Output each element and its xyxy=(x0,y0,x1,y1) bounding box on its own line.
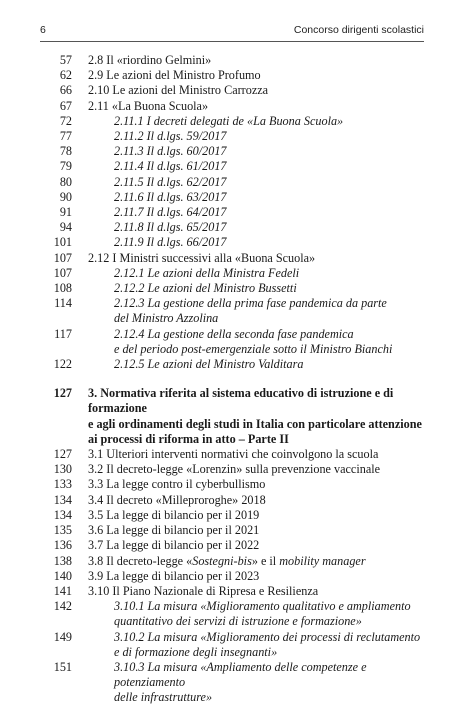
toc-item xyxy=(0,159,464,174)
toc-page-number: 107 xyxy=(53,250,72,265)
toc-page-number: 79 xyxy=(59,159,72,174)
toc-entry-text: 3.9 La legge di bilancio per il 2023 xyxy=(88,568,260,583)
toc-item xyxy=(0,144,464,159)
toc-page-number: 134 xyxy=(53,507,72,522)
toc-item xyxy=(0,175,464,190)
toc-chapter-heading xyxy=(0,432,464,447)
toc-item xyxy=(0,342,464,357)
toc-page-number: 94 xyxy=(59,220,72,235)
toc-item xyxy=(0,569,464,584)
toc-entry-text: e del periodo post-emergenziale sotto il Ministro Bianchi xyxy=(114,341,393,356)
toc-item xyxy=(0,68,464,83)
toc-entry-text: 2.9 Le azioni del Ministro Profumo xyxy=(88,68,261,83)
toc-item xyxy=(0,690,464,705)
toc-page-number: 135 xyxy=(53,523,72,538)
toc-item xyxy=(0,538,464,553)
toc-page-number: 101 xyxy=(53,235,72,250)
toc-entry-text: 3.4 Il decreto «Milleproroghe» 2018 xyxy=(88,492,266,507)
toc-page-number: 108 xyxy=(53,281,72,296)
toc-entry-text: 2.11.3 Il d.lgs. 60/2017 xyxy=(114,144,227,159)
toc-page-number: 67 xyxy=(59,98,72,113)
toc-page-number: 57 xyxy=(59,53,72,67)
toc-entry-text: 2.11.4 Il d.lgs. 61/2017 xyxy=(114,159,227,174)
toc-item xyxy=(0,296,464,311)
toc-entry-text: 3.6 La legge di bilancio per il 2021 xyxy=(88,523,260,538)
toc-item xyxy=(0,83,464,98)
toc-item xyxy=(0,614,464,629)
toc-page-number: 80 xyxy=(59,174,72,189)
toc-entry-text: e agli ordinamenti degli studi in Italia con particolare attenzione xyxy=(88,416,422,431)
toc-page-number: 127 xyxy=(53,386,72,401)
toc-page-number: 140 xyxy=(53,568,72,583)
toc-entry-text: 2.11.5 Il d.lgs. 62/2017 xyxy=(114,174,227,189)
toc-entry-text: 3.5 La legge di bilancio per il 2019 xyxy=(88,507,260,522)
toc-page-number: 122 xyxy=(53,357,72,372)
header-rule xyxy=(40,41,424,42)
toc-item xyxy=(0,205,464,220)
toc-entry-text: delle infrastrutture» xyxy=(114,690,213,705)
toc-item xyxy=(0,281,464,296)
toc-page-number: 114 xyxy=(54,296,72,311)
page-header xyxy=(40,24,424,40)
toc-entry-text: 3.2 Il decreto-legge «Lorenzin» sulla prevenzione vaccinale xyxy=(88,462,381,477)
toc-page-number: 91 xyxy=(59,205,72,220)
toc-item xyxy=(0,660,464,690)
toc-entry-text: 2.11.2 Il d.lgs. 59/2017 xyxy=(114,129,227,144)
toc-item xyxy=(0,190,464,205)
toc-entry-text: 3.10.1 La misura «Miglioramento qualitativo e ampliamento xyxy=(114,599,411,614)
toc-item xyxy=(0,220,464,235)
toc-entry-text: 2.12.1 Le azioni della Ministra Fedeli xyxy=(114,265,300,280)
toc-page-number: 107 xyxy=(53,265,72,280)
toc-entry-text: 2.12 I Ministri successivi alla «Buona Scuola» xyxy=(88,250,316,265)
toc-entry-text: ai processi di riforma in atto – Parte II xyxy=(88,431,289,446)
toc-page-number: 134 xyxy=(53,492,72,507)
toc-entry-text: 2.12.5 Le azioni del Ministro Valditara xyxy=(114,357,304,372)
toc-entry-text: quantitativo dei servizi di istruzione e formazione» xyxy=(114,614,362,629)
toc-page-number: 127 xyxy=(53,447,72,462)
toc-page-number: 72 xyxy=(59,113,72,128)
toc-page-number: 142 xyxy=(53,599,72,614)
toc-item xyxy=(0,327,464,342)
toc-entry-text: 3.7 La legge di bilancio per il 2022 xyxy=(88,538,260,553)
toc-item xyxy=(0,645,464,660)
toc-entry-text: e di formazione degli insegnanti» xyxy=(114,644,278,659)
toc-item xyxy=(0,508,464,523)
toc-page-number: 66 xyxy=(59,83,72,98)
toc-entry-text: 2.11 «La Buona Scuola» xyxy=(88,98,209,113)
toc-item xyxy=(0,523,464,538)
toc-item xyxy=(0,114,464,129)
toc-item xyxy=(0,630,464,645)
toc-page-number: 151 xyxy=(53,659,72,674)
italic-term: Sostegni-bis xyxy=(192,553,252,568)
toc-page-number: 117 xyxy=(54,326,72,341)
toc-item xyxy=(0,235,464,250)
toc-entry-text: 2.10 Le azioni del Ministro Carrozza xyxy=(88,83,269,98)
toc-entry-text: 2.11.6 Il d.lgs. 63/2017 xyxy=(114,189,227,204)
toc-page-number: 149 xyxy=(53,629,72,644)
running-title: Concorso dirigenti scolastici xyxy=(293,24,424,36)
italic-term: mobility manager xyxy=(279,553,366,568)
page-number: 6 xyxy=(40,24,46,36)
toc-entry-text: 3.10 Il Piano Nazionale di Ripresa e Resilienza xyxy=(88,583,319,598)
toc-item xyxy=(0,251,464,266)
toc-entry-text: 2.8 Il «riordino Gelmini» xyxy=(88,53,212,67)
toc-page-number: 78 xyxy=(59,144,72,159)
toc-entry-text: 3.8 Il decreto-legge «Sostegni-bis» e il mobility manager xyxy=(88,553,366,568)
toc-entry-text: 3. Normativa riferita al sistema educativo di istruzione e di formazione xyxy=(88,386,394,416)
toc-chapter-heading xyxy=(0,386,464,416)
toc-page-number: 62 xyxy=(59,68,72,83)
toc-entry-text: del Ministro Azzolina xyxy=(114,311,219,326)
toc-chapter-heading xyxy=(0,417,464,432)
toc-entry-text: 2.12.2 Le azioni del Ministro Bussetti xyxy=(114,281,297,296)
toc-entry-text: 2.12.4 La gestione della seconda fase pandemica xyxy=(114,326,354,341)
toc-item xyxy=(0,311,464,326)
toc-page-number: 141 xyxy=(53,583,72,598)
toc-entry-text: 2.11.9 Il d.lgs. 66/2017 xyxy=(114,235,227,250)
toc-page-number: 133 xyxy=(53,477,72,492)
toc-entry-text: 2.11.1 I decreti delegati de «La Buona Scuola» xyxy=(114,113,344,128)
table-of-contents xyxy=(0,53,464,706)
toc-item xyxy=(0,266,464,281)
toc-item xyxy=(0,99,464,114)
toc-entry-text: 2.11.8 Il d.lgs. 65/2017 xyxy=(114,220,227,235)
toc-entry-text: 3.10.3 La misura «Ampliamento delle competenze e potenziamento xyxy=(114,659,367,690)
toc-item xyxy=(0,554,464,569)
section-gap xyxy=(0,372,464,386)
toc-entry-text: 2.11.7 Il d.lgs. 64/2017 xyxy=(114,205,227,220)
toc-item xyxy=(0,477,464,492)
toc-item xyxy=(0,357,464,372)
toc-page-number: 77 xyxy=(59,129,72,144)
toc-item xyxy=(0,493,464,508)
toc-page-number: 90 xyxy=(59,189,72,204)
toc-entry-text: 2.12.3 La gestione della prima fase pandemica da parte xyxy=(114,296,387,311)
toc-page-number: 136 xyxy=(53,538,72,553)
toc-page-number: 130 xyxy=(53,462,72,477)
toc-entry-text: 3.10.2 La misura «Miglioramento dei processi di reclutamento xyxy=(114,629,421,644)
toc-item xyxy=(0,129,464,144)
toc-entry-text: 3.3 La legge contro il cyberbullismo xyxy=(88,477,266,492)
toc-item xyxy=(0,462,464,477)
toc-item xyxy=(0,447,464,462)
toc-item xyxy=(0,584,464,599)
toc-page-number: 138 xyxy=(53,553,72,568)
toc-item xyxy=(0,53,464,68)
toc-item xyxy=(0,599,464,614)
toc-entry-text: 3.1 Ulteriori interventi normativi che coinvolgono la scuola xyxy=(88,447,379,462)
